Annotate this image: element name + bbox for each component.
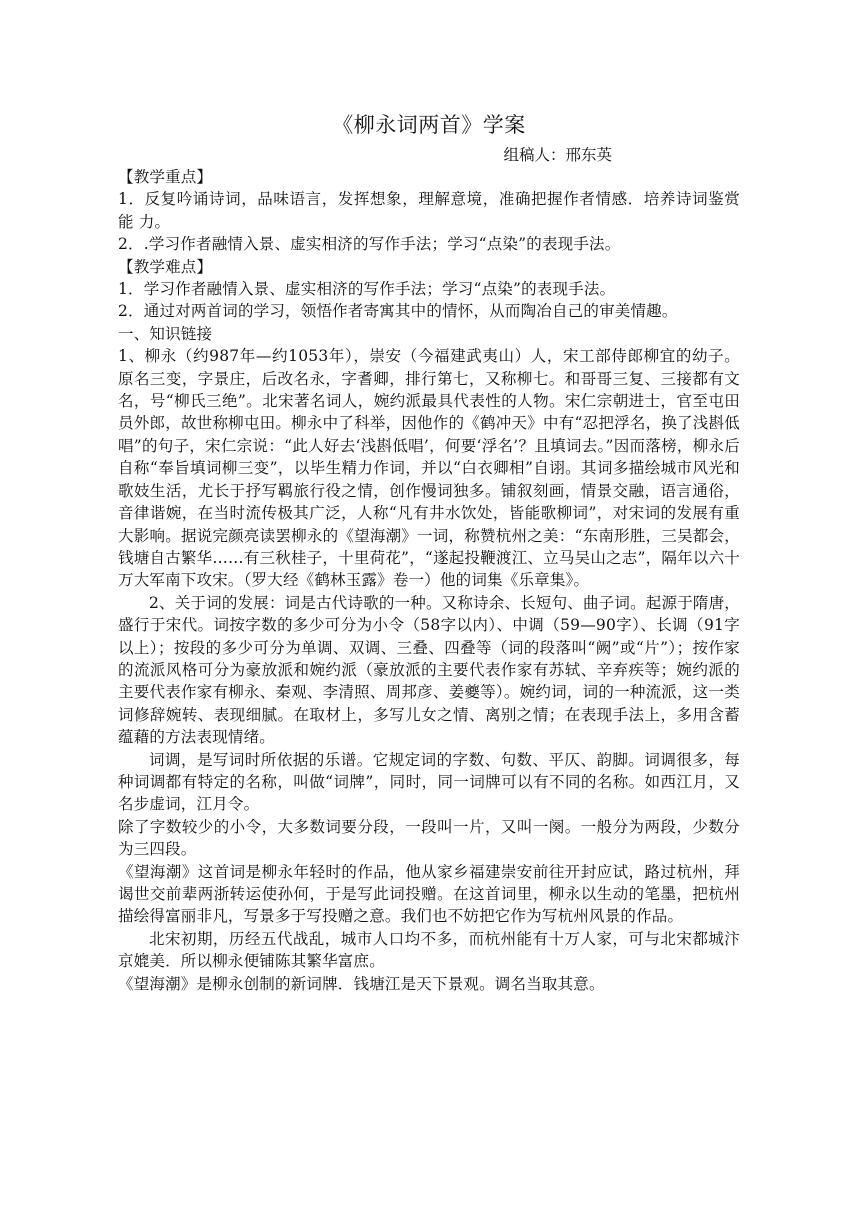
section-heading-knowledge: 一、知识链接 [118, 324, 213, 343]
paragraph-wanghaichao-background: 《望海潮》这首词是柳永年轻时的作品，他从家乡福建崇安前往开封应试，路过杭州，拜谒世交前辈两浙转运使孙何，于是写此词投赠。在这首词里，柳永以生动的笔墨，把杭州描绘得富丽非凡，写景多于写投赠之意。我们也不妨把它作为写杭州风景的作品。 [118, 862, 740, 926]
section-heading-key-points: 【教学重点】 [118, 168, 213, 186]
document-page [118, 110, 740, 995]
paragraph-ci-development: 2、关于词的发展：词是古代诗歌的一种。又称诗余、长短句、曲子词。起源于隋唐，盛行于宋代。词按字数的多少可分为小令（58字以内）、中调（59—90字）、长调（91字以上）；按段的多少可分为单调、双调、三叠、四叠等（词的段落叫“阙”或“片”）；按作家的流派风格可分为豪放派和婉约派（豪放派的主要代表作家有苏轼、辛弃疾等；婉约派的主要代表作家有柳永、秦观、李清照、周邦彦、姜夔等）。婉约词，词的一种流派，这一类词修辞婉转、表现细腻。在取材上，多写儿女之情、离别之情；在表现手法上，多用含蓄蕴藉的方法表现情绪。 [118, 593, 740, 747]
paragraph-ci-tune: 词调，是写词时所依据的乐谱。它规定词的字数、句数、平仄、韵脚。词调很多，每种词调都有特定的名称，叫做“词牌”，同时，同一词牌可以有不同的名称。如西江月，又名步虚词，江月令。 [118, 750, 740, 814]
document-title: 《柳永词两首》学案 [332, 113, 526, 137]
key-point-2: 2．.学习作者融情入景、虚实相济的写作手法；学习“点染”的表现手法。 [118, 235, 621, 254]
difficulty-2: 2．通过对两首词的学习，领悟作者寄寓其中的情怀，从而陶冶自己的审美情趣。 [118, 302, 678, 321]
paragraph-ci-sections: 除了字数较少的小令，大多数词要分段，一段叫一片，又叫一阕。一般分为两段，少数分为三四段。 [118, 817, 740, 859]
paragraph-tune-name: 《望海潮》是柳永创制的新词牌．钱塘江是天下景观。调名当取其意。 [118, 974, 605, 993]
paragraph-liu-yong-bio: 1、柳永（约987年—约1053年），崇安（今福建武夷山）人，宋工部侍郎柳宜的幼子。原名三变，字景庄，后改名永，字耆卿，排行第七，又称柳七。和哥哥三复、三接都有文名，号“柳氏三绝”。北宋著名词人，婉约派最具代表性的人物。宋仁宗朝进士，官至屯田员外郎，故世称柳屯田。柳永中了科举，因他作的《鹤冲天》中有“忍把浮名，换了浅斟低唱”的句子，宋仁宗说：“此人好去‘浅斟低唱’，何要‘浮名’？且填词去。”因而落榜，柳永后自称“奉旨填词柳三变”，以毕生精力作词，并以“白衣卿相”自诩。其词多描绘城市风光和歌妓生活，尤长于抒写羁旅行役之情，创作慢词独多。铺叙刻画，情景交融，语言通俗，音律谐婉，在当时流传极其广泛，人称“凡有井水饮处，皆能歌柳词”，对宋词的发展有重大影响。据说完颜亮读罢柳永的《望海潮》一词，称赞杭州之美：“东南形胜，三吴都会，钱塘自古繁华……有三秋桂子，十里荷花”，“遂起投鞭渡江、立马吴山之志”，隔年以六十万大军南下攻宋。（罗大经《鹤林玉露》卷一）他的词集《乐章集》。 [118, 347, 740, 590]
difficulty-1: 1．学习作者融情入景、虚实相济的写作手法；学习“点染”的表现手法。 [118, 280, 616, 299]
key-point-1: 1．反复吟诵诗词，品味语言，发挥想象，理解意境，准确把握作者情感．培养诗词鉴赏能 力。 [118, 190, 740, 231]
author-line: 组稿人：邢东英 [503, 146, 612, 164]
section-heading-difficulties: 【教学难点】 [118, 257, 213, 276]
paragraph-northern-song: 北宋初期，历经五代战乱，城市人口均不多，而杭州能有十万人家，可与北宋都城汴京媲美．所以柳永便铺陈其繁华富庶。 [118, 929, 740, 971]
